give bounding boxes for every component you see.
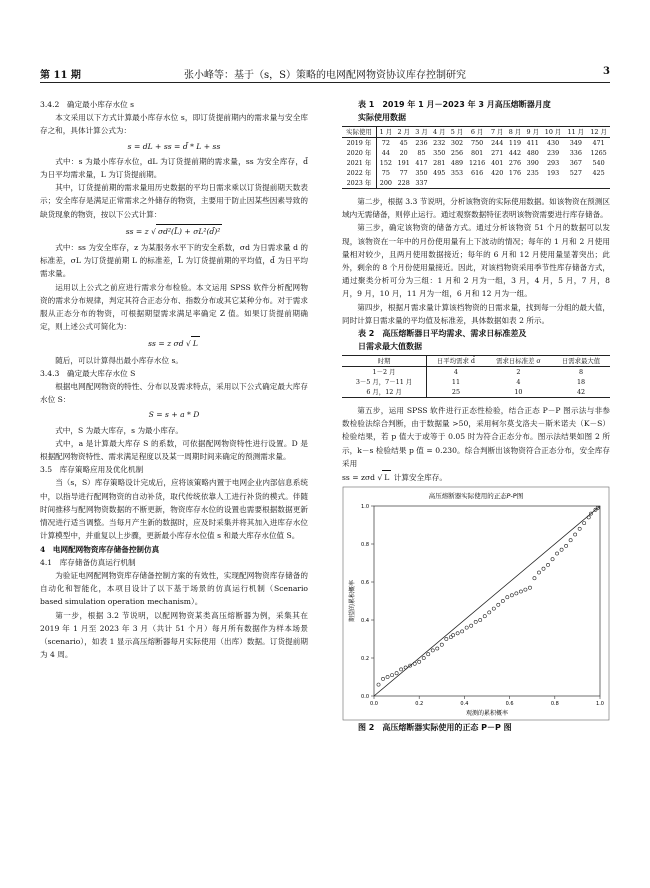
table-cell: 420 bbox=[491, 169, 504, 177]
table-cell: 417 bbox=[415, 159, 428, 167]
data-point bbox=[386, 676, 389, 679]
table-cell: 349 bbox=[569, 139, 582, 147]
data-point bbox=[524, 588, 527, 591]
figure-2-caption: 图 2 高压熔断器实际使用的正态 P－P 图 bbox=[358, 723, 512, 733]
y-tick-label: 0.0 bbox=[361, 694, 369, 701]
data-point bbox=[519, 590, 522, 593]
equation: s = dL + ss = d̄ * L + ss bbox=[127, 141, 221, 151]
data-point bbox=[528, 586, 531, 589]
data-point bbox=[555, 552, 558, 555]
table-cell: 1－2 月 bbox=[342, 367, 427, 378]
table-cell: 45 bbox=[399, 139, 408, 147]
table-cell bbox=[430, 178, 448, 189]
radical-sign: √ bbox=[377, 473, 383, 483]
table-cell: 3－5 月，7－11 月 bbox=[342, 377, 427, 387]
table-cell: 1265 bbox=[590, 149, 607, 157]
table-cell: 236 bbox=[415, 139, 428, 147]
table-cell: 350 bbox=[415, 169, 428, 177]
paragraph-safety-stock-formula bbox=[342, 470, 610, 484]
data-point bbox=[587, 516, 590, 519]
table-cell: 77 bbox=[399, 169, 408, 177]
table-row bbox=[342, 138, 610, 149]
data-point bbox=[381, 678, 384, 681]
table-cell: 239 bbox=[546, 149, 560, 157]
data-point bbox=[506, 596, 509, 599]
paragraph: 第四步，根据月需求量计算该档物资的日需求量，找到每一分组的最大值，同时计算日需求量的平均值及标准差，具体数据如表 2 所示。 bbox=[342, 302, 610, 325]
data-point bbox=[404, 666, 407, 669]
data-point bbox=[560, 548, 563, 551]
x-tick-label: 0.0 bbox=[370, 701, 378, 708]
table-header-cell: 实际使用 bbox=[342, 127, 376, 138]
table-cell: 271 bbox=[491, 149, 504, 157]
data-point bbox=[551, 558, 554, 561]
table-cell: 2021 年 bbox=[342, 158, 376, 168]
table-cell: 119 bbox=[508, 139, 522, 147]
table-cell: 152 bbox=[379, 159, 392, 167]
table-header-cell: 8 月 bbox=[506, 127, 524, 138]
data-point bbox=[542, 567, 545, 570]
radical-sign: √ bbox=[185, 339, 191, 349]
equation-simplified bbox=[40, 336, 308, 350]
data-point bbox=[461, 630, 464, 633]
table-cell: 2022 年 bbox=[342, 168, 376, 178]
equation-lhs: ss = zσd bbox=[342, 473, 376, 483]
radical-sign: √ bbox=[151, 226, 156, 236]
table-cell: 411 bbox=[526, 139, 539, 147]
data-point bbox=[569, 539, 572, 542]
x-tick-label: 0.2 bbox=[415, 701, 424, 708]
table-cell: 367 bbox=[569, 159, 582, 167]
table-cell: 193 bbox=[546, 169, 560, 177]
figure-frame bbox=[343, 487, 609, 720]
table-cell: 281 bbox=[433, 159, 446, 167]
data-point bbox=[465, 626, 468, 629]
paragraph: 式中，S 为最大库存，s 为最小库存。 bbox=[55, 425, 184, 435]
reference-line bbox=[374, 506, 600, 696]
paragraph-tail: 计算安全库存。 bbox=[393, 473, 447, 483]
paragraph: 根据电网配网物资的特性、分布以及需求特点，采用以下公式确定最大库存水位 S： bbox=[40, 382, 308, 405]
data-point bbox=[533, 577, 536, 580]
data-point bbox=[440, 643, 443, 646]
issue-number: 第 11 期 bbox=[40, 70, 81, 81]
table-row bbox=[342, 158, 610, 168]
table-cell: 2 bbox=[516, 368, 521, 377]
table-cell: 750 bbox=[471, 139, 484, 147]
table-row bbox=[342, 168, 610, 178]
table-2-caption: 表 2 高压熔断器日平均需求、需求日标准差及 bbox=[358, 329, 527, 339]
table-header-cell: 7 月 bbox=[488, 127, 506, 138]
right-column bbox=[342, 98, 610, 734]
table-cell: 276 bbox=[508, 159, 522, 167]
data-point bbox=[501, 600, 504, 603]
paragraph: 式中：ss 为安全库存，z 为某服务水平下的安全系数，σd 为日需求量 d 的标准差，σL 为订货提前期 L 的标准差，L̄ 为订货提前期的平均值，d̄ 为日平均需求量。 bbox=[40, 243, 308, 279]
pp-plot-figure bbox=[342, 486, 610, 721]
y-tick-label: 0.2 bbox=[361, 656, 369, 663]
table-header-cell: 12 月 bbox=[587, 127, 610, 138]
table-cell: 42 bbox=[552, 387, 610, 398]
table-cell bbox=[448, 178, 466, 189]
table-cell bbox=[542, 178, 565, 189]
data-point bbox=[546, 564, 549, 567]
paragraph: 第二步，根据 3.3 节说明，分析该物资的实际使用数据。如该物资在预测区域内无需储备，则停止运行。通过观察数据特征表明该物资需要进行库存储备。 bbox=[342, 197, 610, 220]
table-header-cell: 5 月 bbox=[448, 127, 466, 138]
table-cell: 10 bbox=[485, 387, 552, 398]
table-cell: 244 bbox=[491, 139, 504, 147]
data-point bbox=[418, 660, 421, 663]
table-cell: 2020 年 bbox=[342, 148, 376, 158]
table-row bbox=[342, 377, 610, 387]
paragraph: 随后，可以计算得出最小库存水位 s。 bbox=[55, 355, 183, 365]
table-cell: 176 bbox=[508, 169, 522, 177]
table-cell: 390 bbox=[526, 159, 539, 167]
table-cell: 337 bbox=[413, 178, 431, 189]
table-cell: 256 bbox=[450, 149, 464, 157]
y-tick-label: 0.6 bbox=[361, 580, 369, 587]
y-tick-label: 0.8 bbox=[361, 542, 369, 549]
x-tick-label: 0.8 bbox=[550, 701, 559, 708]
equation-radicand: σd²(L̄) + σL²(d̄)² bbox=[156, 224, 222, 238]
table-header-cell: 3 月 bbox=[413, 127, 431, 138]
data-point bbox=[497, 603, 500, 606]
data-point bbox=[445, 638, 448, 641]
table-cell: 72 bbox=[381, 139, 390, 147]
data-point bbox=[565, 545, 568, 548]
paragraph: 第五步，运用 SPSS 软件进行正态性检验，结合正态 P－P 图示法与非参数检验法综合判断，由于数据量 >50，采用柯尔莫戈洛夫－斯米诺夫（K－S）检验结果，若 p 值大于或等于 0.05 时为符合正态分布。图示法结果如图 2 所示，k－s 检验结果 p 值 = 0.230。综合判断出该物资符合正态分布，安全库存采用 bbox=[342, 406, 610, 468]
table-header-cell: 需求日标准差 σ bbox=[485, 356, 552, 367]
table-1-caption-line-2: 实际使用数据 bbox=[358, 113, 406, 122]
data-point bbox=[492, 607, 495, 610]
table-header-cell: 日平均需求 d̄ bbox=[427, 356, 485, 367]
data-point bbox=[377, 683, 380, 686]
table-cell bbox=[506, 178, 524, 189]
y-tick-label: 1.0 bbox=[361, 504, 369, 511]
x-axis-label: 观测的累积概率 bbox=[465, 710, 509, 718]
data-point bbox=[510, 594, 513, 597]
table-cell: 527 bbox=[569, 169, 582, 177]
table-cell: 20 bbox=[399, 149, 408, 157]
paragraph: 当（s，S）库存策略设计完成后，应将该策略内置于电网企业内部信息系统中，以指导进行配网物资的自动补货，取代传统依靠人工进行补货的模式。伴随时间推移与配网物资数据的不断更新，物资库存水位的设置也需要根据数据更新情况进行适当调整。当每月产生新的数据时，应及时采集并将其加入进库存水位计算模型中，并重复以上步骤，更新最小库存水位值 s 和最大库存水位值 S。 bbox=[40, 478, 308, 541]
data-point bbox=[578, 527, 581, 530]
paragraph: 式中，a 是计算最大库存 S 的系数，可依据配网物资特性进行设置。D 是根据配网物资特性、需求满足程度以及某一周期时间来确定的预测需求量。 bbox=[40, 438, 308, 462]
table-cell: 350 bbox=[433, 149, 446, 157]
table-cell: 200 bbox=[376, 178, 394, 189]
equation-radicand: L bbox=[191, 336, 200, 350]
page-number: 3 bbox=[603, 66, 610, 77]
table-cell bbox=[488, 178, 506, 189]
data-point bbox=[452, 634, 455, 637]
table-cell: 18 bbox=[576, 378, 586, 387]
table-cell: 336 bbox=[569, 149, 582, 157]
table-cell: 353 bbox=[450, 169, 464, 177]
plot-title: 高压熔断器实际使用的正态P-P图 bbox=[428, 492, 524, 501]
table-header-cell: 4 月 bbox=[430, 127, 448, 138]
paragraph: 运用以上公式之前应进行需求分布检验。本文运用 SPSS 软件分析配网物资的需求分布规律，判定其符合正态分布、指数分布或其它某种分布。对于需求服从正态分布的物资，可根据期望需求满足率确定 Z 值。如果订货提前期确定，则上述公式可简化为： bbox=[40, 282, 308, 332]
data-point bbox=[456, 632, 459, 635]
table-cell: 1216 bbox=[468, 159, 486, 167]
data-point bbox=[413, 662, 416, 665]
table-cell: 235 bbox=[526, 169, 539, 177]
pp-plot bbox=[342, 486, 610, 721]
data-point bbox=[436, 647, 439, 650]
data-point bbox=[400, 668, 403, 671]
table-cell: 25 bbox=[427, 387, 485, 398]
paragraph: 为验证电网配网物资库存储备控制方案的有效性，实现配网物资库存储备的自动化和智能化，本项目设计了以下基于场景的仿真运行机制（Scenario based simulation operation mechanism）。 bbox=[40, 570, 308, 607]
section-3-5-title: 3.5 库存策略应用及优化机制 bbox=[40, 465, 144, 475]
data-point bbox=[474, 621, 477, 624]
table-cell: 425 bbox=[592, 169, 605, 177]
equation: S = s + a * D bbox=[148, 410, 200, 420]
table-cell bbox=[564, 178, 587, 189]
table-cell: 4 bbox=[516, 378, 521, 387]
x-tick-label: 0.4 bbox=[460, 701, 469, 708]
table-cell: 442 bbox=[508, 149, 522, 157]
table-cell: 540 bbox=[592, 159, 605, 167]
table-cell: 293 bbox=[546, 159, 560, 167]
table-2 bbox=[342, 355, 610, 398]
paragraph: 其中，订货提前期的需求量用历史数据的平均日需求乘以订货提前期天数表示；安全库存是满足正常需求之外储存的物资，主要用于防止因某些因素导致的缺货现象的物资，按以下公式计算： bbox=[40, 183, 308, 219]
table-cell: 44 bbox=[381, 149, 390, 157]
table-cell: 480 bbox=[526, 149, 539, 157]
table-cell: 471 bbox=[592, 139, 605, 147]
table-row bbox=[342, 148, 610, 158]
data-point bbox=[537, 571, 540, 574]
equation-lhs: ss = z σd bbox=[148, 339, 184, 349]
table-cell: 401 bbox=[491, 159, 504, 167]
table-1 bbox=[342, 126, 610, 189]
table-cell: 4 bbox=[453, 368, 458, 377]
y-tick-label: 0.4 bbox=[361, 618, 369, 625]
paragraph: 式中：s 为最小库存水位，dL 为订货提前期的需求量，ss 为安全库存，d̄ 为日平均需求量，L 为订货提前期。 bbox=[40, 156, 308, 180]
page-header bbox=[40, 66, 610, 83]
section-3-4-3-title: 3.4.3 确定最大库存水位 S bbox=[40, 368, 136, 378]
table-cell: 6 月，12 月 bbox=[342, 387, 427, 398]
table-row bbox=[342, 387, 610, 398]
paragraph: 本文采用以下方式计算最小库存水位 s，即订货提前期内的需求量与安全库存之和，具体计算公式为： bbox=[40, 113, 308, 136]
table-header-cell: 11 月 bbox=[564, 127, 587, 138]
data-point bbox=[583, 522, 586, 525]
table-cell: 616 bbox=[471, 169, 484, 177]
table-cell: 430 bbox=[546, 139, 560, 147]
data-point bbox=[422, 657, 425, 660]
table-header-cell: 6 月 bbox=[466, 127, 488, 138]
data-point bbox=[470, 624, 473, 627]
table-cell: 85 bbox=[417, 149, 426, 157]
table-header-cell: 9 月 bbox=[524, 127, 542, 138]
data-point bbox=[395, 672, 398, 675]
table-cell bbox=[524, 178, 542, 189]
paragraph: 第三步，确定该物资的储备方式。通过分析该物资 51 个月的数据可以发现，该物资在一年中的月份使用量有上下波动的情况；每年的 1 月和 2 月使用量相对较少，且两月使用数据接近；每年的 6 月和 12 月使用量显著突出；此外，剩余的 8 个月份使用量接近。因此，对该档物资采用季节性库存储备方式，通过聚类分析可分为三组：1 月和 2 月为一组，3 月，4 月，5 月，7 月，8 月，9 月，10 月，11 月为一组，6 月和 12 月为一组。 bbox=[342, 223, 610, 299]
table-cell bbox=[587, 178, 610, 189]
table-2-caption-line-2: 日需求最大值数据 bbox=[358, 342, 422, 352]
table-cell: 2023 年 bbox=[342, 178, 376, 189]
table-cell: 801 bbox=[471, 149, 484, 157]
x-tick-label: 0.6 bbox=[505, 701, 514, 708]
section-3-4-2-title: 3.4.2 确定最小库存水位 s bbox=[40, 100, 134, 109]
table-cell bbox=[466, 178, 488, 189]
left-column bbox=[40, 98, 308, 661]
table-header-cell: 时期 bbox=[342, 356, 427, 367]
table-row bbox=[342, 178, 610, 189]
data-point bbox=[390, 674, 393, 677]
data-point bbox=[488, 611, 491, 614]
table-cell: 232 bbox=[433, 139, 446, 147]
equation-radicand: L bbox=[382, 470, 391, 484]
table-cell: 228 bbox=[395, 178, 413, 189]
equation-safety-stock bbox=[40, 224, 308, 238]
paragraph: 第一步，根据 3.2 节说明，以配网物资某类高压熔断器为例，采集其在 2019 年 1 月至 2023 年 3 月（共计 51 个月）每月所有数据作为样本场景（scenario），如表 1 显示高压熔断器每月实际使用（出库）数据。订货提前期为 4 周。 bbox=[40, 610, 308, 660]
section-4-1-title: 4.1 库存储备仿真运行机制 bbox=[40, 557, 136, 567]
table-1-caption: 表 1 2019 年 1 月－2023 年 3 月高压熔断器月度 bbox=[358, 100, 551, 109]
table-row bbox=[342, 367, 610, 378]
table-header-cell: 1 月 bbox=[376, 127, 394, 138]
y-axis-label: 期望的累积概率 bbox=[349, 580, 356, 623]
data-point bbox=[483, 615, 486, 618]
table-cell: 191 bbox=[397, 159, 410, 167]
data-point bbox=[574, 533, 577, 536]
x-tick-label: 1.0 bbox=[596, 701, 604, 708]
table-header-cell: 2 月 bbox=[395, 127, 413, 138]
table-cell: 302 bbox=[450, 139, 464, 147]
equation-lhs: ss = z bbox=[125, 226, 149, 236]
table-header-cell: 日需求最大值 bbox=[552, 356, 610, 367]
table-cell: 75 bbox=[381, 169, 390, 177]
table-cell: 8 bbox=[578, 368, 584, 377]
table-cell: 489 bbox=[450, 159, 464, 167]
data-point bbox=[427, 653, 430, 656]
table-cell: 2019 年 bbox=[342, 138, 376, 149]
table-cell: 11 bbox=[451, 378, 461, 387]
section-4-title: 4 电网配网物资库存储备控制仿真 bbox=[40, 544, 160, 554]
running-title: 张小峰等：基于（s，S）策略的电网配网物资协议库存控制研究 bbox=[184, 70, 466, 81]
data-point bbox=[479, 619, 482, 622]
table-cell: 495 bbox=[433, 169, 446, 177]
table-header-cell: 10 月 bbox=[542, 127, 565, 138]
data-point bbox=[515, 592, 518, 595]
data-point bbox=[431, 649, 434, 652]
